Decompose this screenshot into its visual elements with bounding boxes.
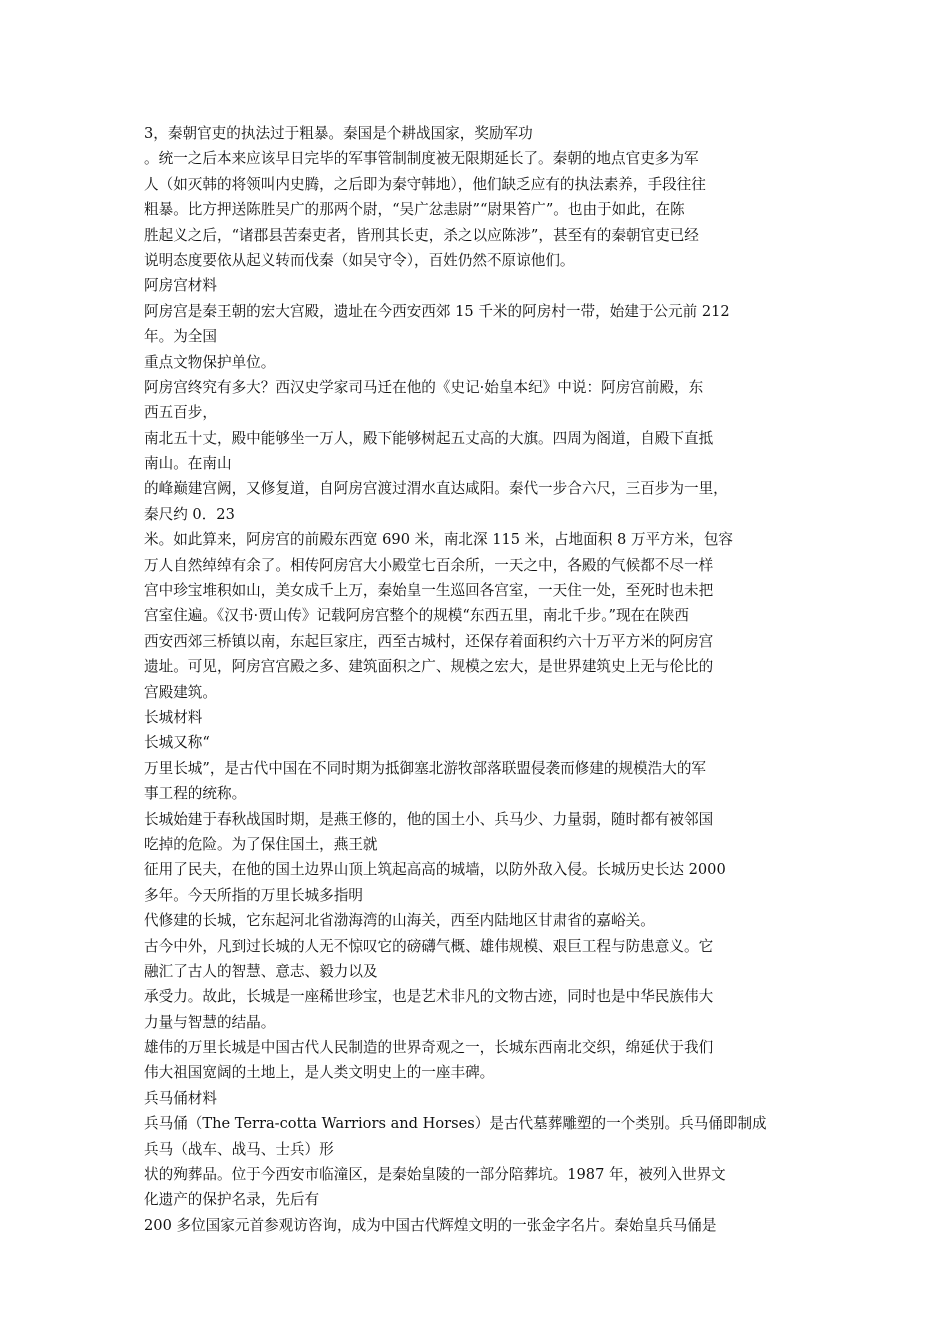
text-line: 宫殿建筑。 xyxy=(144,683,217,701)
text-line: 阿房宫是秦王朝的宏大宫殿，遗址在今西安西郊 15 千米的阿房村一带，始建于公元前 212 xyxy=(144,302,730,320)
text-line: 伟大祖国宽阔的土地上，是人类文明史上的一座丰碑。 xyxy=(144,1064,495,1082)
text-line: 长城材料 xyxy=(144,708,203,726)
text-line: 3，秦朝官吏的执法过于粗暴。秦国是个耕战国家，奖励军功 xyxy=(144,125,533,142)
text-line: 状的殉葬品。位于今西安市临潼区，是秦始皇陵的一部分陪葬坑。1987 年，被列入世界文 xyxy=(144,1166,726,1184)
text-line: 兵马俑材料 xyxy=(144,1089,217,1107)
text-line: 长城又称“ xyxy=(144,734,210,752)
text-line: 雄伟的万里长城是中国古代人民制造的世界奇观之一，长城东西南北交织，绵延伏于我们 xyxy=(144,1039,714,1057)
text-line: 融汇了古人的智慧、意志、毅力以及 xyxy=(144,962,378,980)
text-line: 阿房宫终究有多大？西汉史学家司马迁在他的《史记·始皇本纪》中说：阿房宫前殿，东 xyxy=(144,378,704,396)
text-line: 兵马俑（The Terra-cotta Warriors and Horses）是古代墓葬雕塑的一个类别。兵马俑即制成 xyxy=(144,1115,767,1133)
text-line: 西五百步， xyxy=(144,404,217,422)
text-line: 米。如此算来，阿房宫的前殿东西宽 690 米，南北深 115 米，占地面积 8 万平方米，包容 xyxy=(144,531,734,549)
text-line: 宫中珍宝堆积如山，美女成千上万，秦始皇一生巡回各宫室，一天住一处，至死时也未把 xyxy=(144,582,714,600)
text-line: 说明态度要依从起义转而伐秦（如吴守令），百姓仍然不原谅他们。 xyxy=(144,251,575,269)
text-line: 。统一之后本来应该早日完毕的军事管制制度被无限期延长了。秦朝的地点官吏多为军 xyxy=(144,150,699,168)
text-line: 多年。今天所指的万里长城多指明 xyxy=(144,886,363,904)
text-line: 征用了民夫，在他的国土边界山顶上筑起高高的城墙，以防外敌入侵。长城历史长达 2000 xyxy=(144,861,726,879)
text-line: 万里长城”，是古代中国在不同时期为抵御塞北游牧部落联盟侵袭而修建的规模浩大的军 xyxy=(144,759,707,777)
text-line: 宫室住遍。《汉书·贾山传》记载阿房宫整个的规模“东西五里，南北千步。”现在在陕西 xyxy=(144,607,689,625)
text-line: 阿房宫材料 xyxy=(144,277,217,295)
text-line: 秦尺约 0．23 xyxy=(144,505,235,523)
text-line: 粗暴。比方押送陈胜吴广的那两个尉，“吴广忿恚尉”“尉果笞广”。也由于如此，在陈 xyxy=(144,201,685,219)
text-line: 年。为全国 xyxy=(144,328,217,346)
text-line: 兵马（战车、战马、士兵）形 xyxy=(144,1140,334,1158)
text-line: 力量与智慧的结晶。 xyxy=(144,1013,276,1031)
text-line: 胜起义之后，“诸郡县苦秦吏者，皆刑其长吏，杀之以应陈涉”，甚至有的秦朝官吏已经 xyxy=(144,226,699,244)
text-line: 人（如灭韩的将领叫内史腾，之后即为秦守韩地），他们缺乏应有的执法素养，手段往往 xyxy=(144,175,706,193)
text-line: 吃掉的危险。为了保住国土，燕王就 xyxy=(144,835,378,853)
text-line: 长城始建于春秋战国时期，是燕王修的，他的国土小、兵马少、力量弱，随时都有被邻国 xyxy=(144,810,714,828)
text-line: 南山。在南山 xyxy=(144,455,232,473)
text-line: 万人自然绰绰有余了。相传阿房宫大小殿堂七百余所，一天之中，各殿的气候都不尽一样 xyxy=(144,556,714,574)
text-line: 代修建的长城，它东起河北省渤海湾的山海关，西至内陆地区甘肃省的嘉峪关。 xyxy=(144,912,655,930)
text-line: 重点文物保护单位。 xyxy=(144,353,276,371)
document-page xyxy=(144,121,814,1238)
text-line: 的峰巅建宫阙，又修复道，自阿房宫渡过渭水直达咸阳。秦代一步合六尺，三百步为一里， xyxy=(144,480,728,498)
text-line: 西安西郊三桥镇以南，东起巨家庄，西至古城村，还保存着面积约六十万平方米的阿房宫 xyxy=(144,632,714,650)
text-line: 古今中外，凡到过长城的人无不惊叹它的磅礴气概、雄伟规模、艰巨工程与防患意义。它 xyxy=(144,937,714,955)
text-line: 承受力。故此，长城是一座稀世珍宝，也是艺术非凡的文物古迹，同时也是中华民族伟大 xyxy=(144,988,714,1006)
text-line: 事工程的统称。 xyxy=(144,785,247,803)
text-line: 化遗产的保护名录，先后有 xyxy=(144,1191,320,1209)
text-line: 南北五十丈，殿中能够坐一万人，殿下能够树起五丈高的大旗。四周为阁道，自殿下直抵 xyxy=(144,429,714,447)
text-line: 200 多位国家元首参观访咨询，成为中国古代辉煌文明的一张金字名片。秦始皇兵马俑是 xyxy=(144,1216,717,1234)
text-line: 遗址。可见，阿房宫宫殿之多、建筑面积之广、规模之宏大，是世界建筑史上无与伦比的 xyxy=(144,658,714,676)
